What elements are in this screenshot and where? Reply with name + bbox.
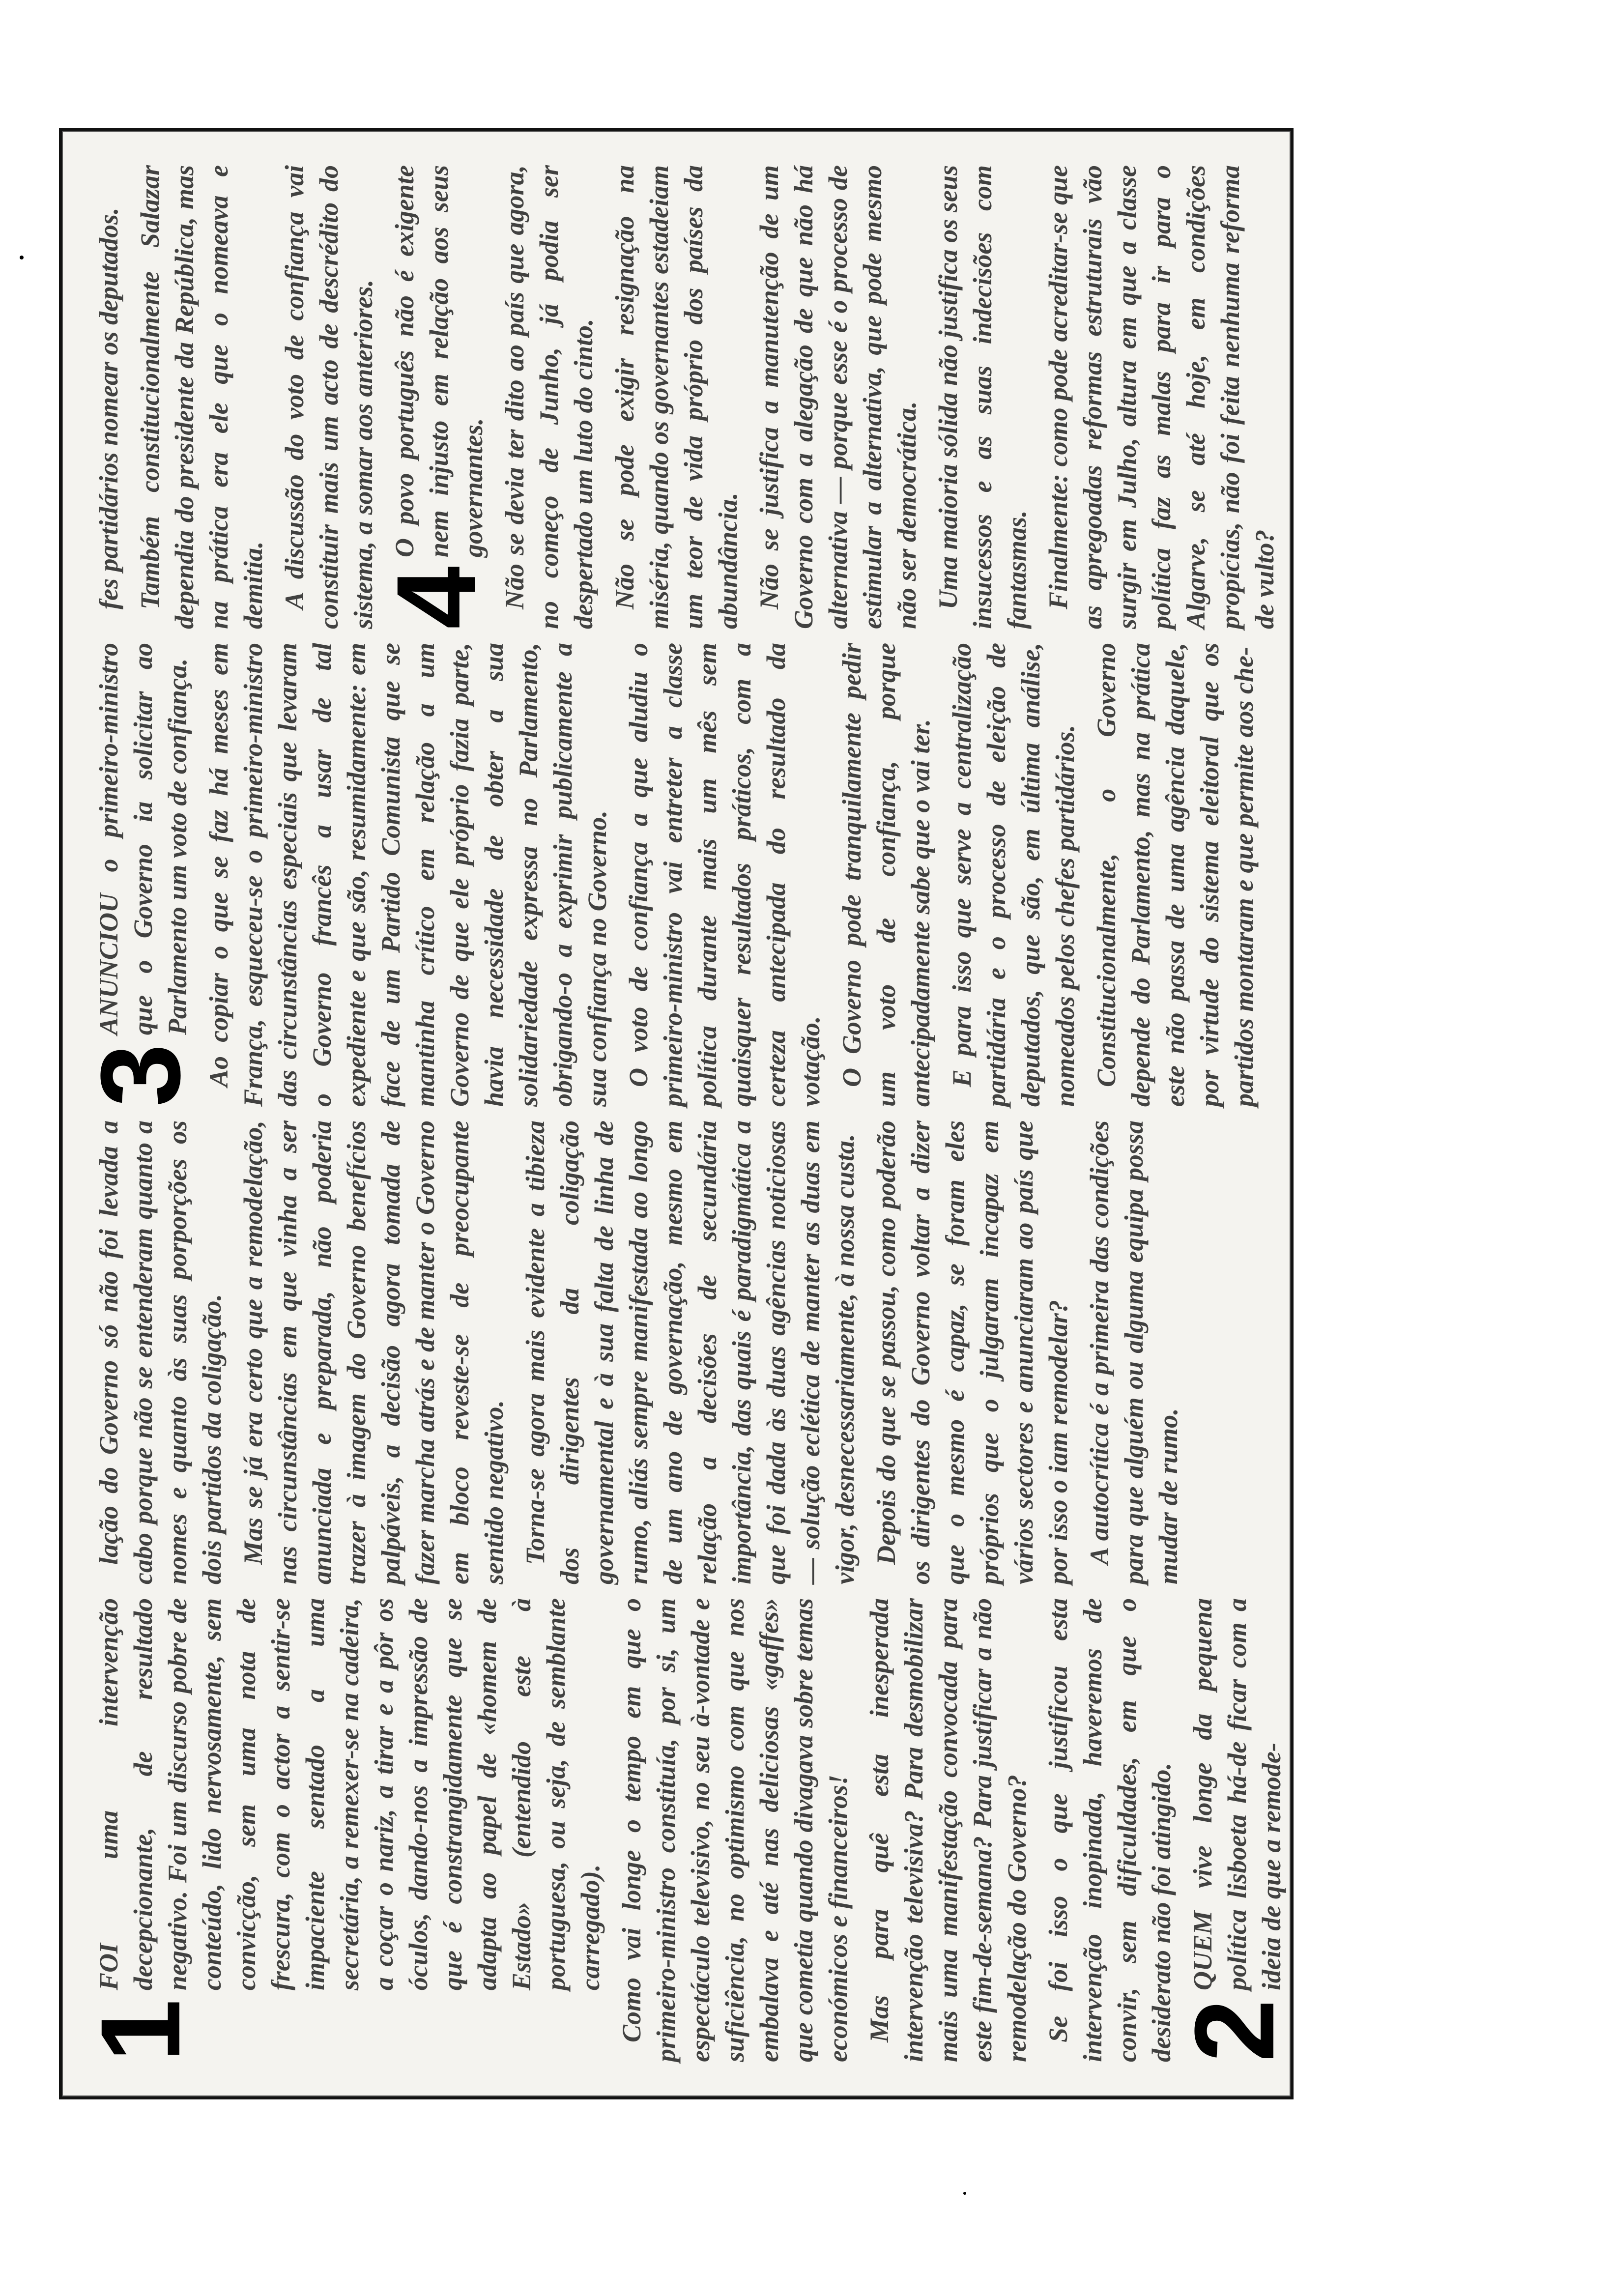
section-number: 2 (1171, 1999, 1297, 2062)
section-1 (77, 1598, 607, 2062)
paragraph: Ao copiar o que se faz há meses em França, esqueceu-se o primeiro-ministro das circunstâncias especiais que levaram o Governo francês a usar de tal expediente e que são, resumidamente: em face de um Partido Comunista que se mantinha crítico em relação a um Governo de que ele próprio fazia parte, havia necessidade de obter a sua solidariedade expressa no Parlamento, obrigando-o a exprimir publicamente a sua confiança no Governo. (204, 643, 612, 1107)
paragraph: Mas se já era certo que a remodelação, nas circunstâncias em que vinha a ser anunciada e preparada, não poderia trazer à imagem do Governo benefícios palpáveis, a decisão agora tomada de fazer marcha atrás e de manter o Governo em bloco reveste-se de preocupante sentido negativo. (238, 1120, 509, 1584)
paragraph: Não se pode exigir resignação na miséria, quando os governantes estadeiam um teor de vida próprio dos países da abundância. (610, 165, 743, 629)
paragraph: Se foi isso o que justificou esta intervenção inopinada, haveremos de convir, sem dificuldades, em que o desiderato não foi atingido. (1043, 1598, 1176, 2062)
section-3 (77, 643, 203, 1107)
paragraph: Não se justifica a manutenção de um Governo com a alegação de que não há alternativa — porque esse é o processo de estimular a alternativa, que pode mesmo não ser democrática. (754, 165, 921, 629)
section-number: 4 (373, 566, 499, 629)
column-3 (77, 643, 1261, 1107)
column-1 (77, 1598, 1297, 2062)
paragraph: Uma maioria sólida não justifica os seus insucessos e as suas indecisões com fantasmas. (933, 165, 1032, 629)
paragraph: A autocrítica é a primeira das condições para que alguém ou alguma equipa possa mudar de rumo. (1085, 1120, 1183, 1584)
section-text: FOI uma intervenção decepcionante, de resultado negativo. Foi um discurso pobre de conteúdo, lido nervosamente, sem convicção, sem uma nota de frescura, com o actor a sentir-se impaciente sentado a uma secretária, a remexer-se na cadeira, a coçar o nariz, a tirar e a pôr os óculos, dando-nos a impressão de que é constrangidamente que se adapta ao papel de «homem de Estado» (entendido este à portuguesa, ou seja, de semblante carregado). (94, 1598, 605, 1991)
paragraph: Também constitucionalmente Salazar dependia do presidente da República, mas na prática era ele que o nomeava e demitia. (135, 165, 268, 629)
paragraph: O voto de confiança a que aludiu o primeiro-ministro vai entreter a classe política durante mais um mês sem quaisquer resultados práticos, com a certeza antecipada do resultado da votação. (624, 643, 825, 1107)
section-text: O povo português não é exigente nem injusto em relação aos seus governantes. (390, 165, 488, 558)
paragraph: A discussão do voto de confiança vai constituir mais um acto de descrédito do sistema, a somar aos anteriores. (280, 165, 378, 629)
paragraph: Depois do que se passou, como poderão os dirigentes do Governo voltar a dizer que o mesmo é capaz, se foram eles próprios que o julgaram incapaz em vários sectores e anunciaram ao país que por isso o iam remodelar? (871, 1120, 1073, 1584)
paragraph: Finalmente: como pode acreditar-se que as apregoadas reformas estruturais vão surgir em Julho, altura em que a classe política faz as malas para ir para o Algarve, se até hoje, em condições propícias, não foi feita nenhuma reforma de vulto? (1043, 165, 1279, 629)
section-number: 1 (77, 1999, 203, 2062)
paragraph: fes partidários nomear os deputados. (94, 207, 123, 609)
paragraph: O Governo pode tranquilamente pedir um voto de confiança, porque antecipadamente sabe que o vai ter. (837, 643, 935, 1107)
paragraph: Torna-se agora mais evidente a tibieza dos dirigentes da coligação governamental e à sua falta de linha de rumo, aliás sempre manifestada ao longo de um ano de governação, mesmo em relação a decisões de secundária importância, das quais é paradigmática a que foi dada às duas agências noticiosas — solução eclética de manter as duas em vigor, desnecessariamente, à nossa custa. (520, 1120, 860, 1584)
column-2 (91, 1120, 1261, 1584)
newspaper-clipping (59, 128, 1297, 2099)
section-number: 3 (77, 1044, 203, 1107)
paragraph: Mas para quê esta inesperada intervenção televisiva? Para desmobilizar mais uma manifestação convocada para este fim-de-semana? Para justificar a não remodelação do Governo? (864, 1598, 1032, 2062)
rotated-text-block (62, 131, 1297, 2096)
paragraph: lação do Governo só não foi levada a cabo porque não se entenderam quanto a nomes e quanto às suas porporções os dois partidos da coligação. (94, 1120, 227, 1584)
paragraph: Constitucionalmente, o Governo depende do Parlamento, mas na prática este não passa de uma agência daquele, por virtude do sistema eleitoral que os partidos montaram e que permite aos che- (1092, 643, 1259, 1107)
section-4 (373, 165, 499, 629)
section-text: ANUNCIOU o primeiro-ministro que o Governo ia solicitar ao Parlamento um voto de confiança. (94, 643, 192, 1035)
paragraph: Como vai longe o tempo em que o primeiro-ministro constituía, por si, um espectáculo televisivo, no seu à-vontade e suficiência, no optimismo com que nos embalava e até nas deliciosas «gaffes» que cometia quando divagava sobre temas económicos e financeiros! (617, 1598, 853, 2062)
section-2 (1171, 1598, 1297, 2062)
scan-speck (963, 2192, 966, 2195)
section-text: QUEM vive longe da pequena política lisboeta há-de ficar com a ideia de que a remode- (1188, 1598, 1286, 1991)
column-4 (91, 165, 1279, 629)
paragraph: Não se devia ter dito ao país que agora, no começo de Junho, já podia ser despertado um luto do cinto. (500, 165, 598, 629)
scan-speck (20, 256, 24, 259)
paragraph: E para isso que serve a centralização partidária e o processo de eleição de deputados, que são, em última análise, nomeados pelos chefes partidários. (947, 643, 1080, 1107)
